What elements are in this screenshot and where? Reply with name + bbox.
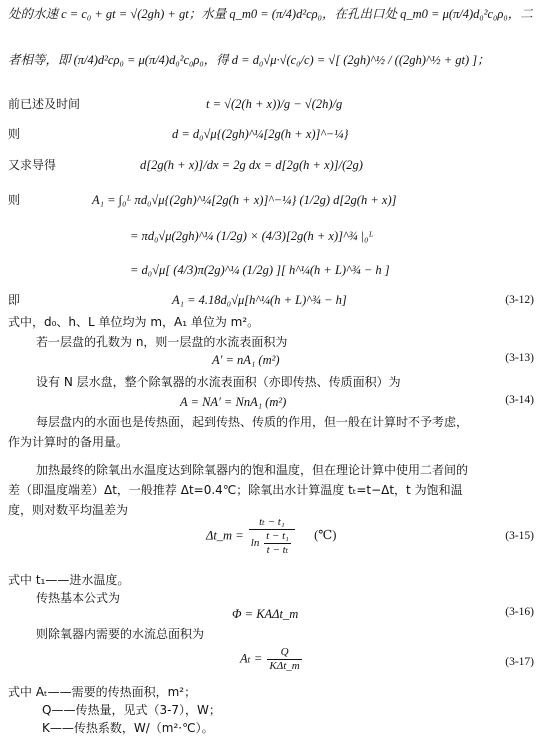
equation-3-16: Φ = KAΔt_m (232, 607, 299, 621)
text-single-tray: 若一层盘的孔数为 n，则一层盘的水流表面积为 (36, 335, 288, 349)
lmtd-lhs: Δt_m = (206, 528, 244, 543)
equation-number-3-13: (3-13) (505, 352, 534, 364)
equation-3-15 (206, 516, 336, 557)
text-paragraph-2a: 加热最终的除氧出水温度达到除氧器内的饱和温度，但在理论计算中使用二者间的 (36, 463, 469, 477)
text-paragraph-2c: 度，则对数平均温差为 (8, 503, 129, 517)
lmtd-fraction (249, 516, 295, 557)
area-fraction (267, 646, 301, 673)
equation-d: d = d₀√μ{(2gh)^¼[2g(h + x)]^−¼} (172, 127, 349, 141)
lmtd-inner-fraction (264, 530, 291, 557)
area-denominator: KΔt_m (269, 660, 300, 672)
text-q-definition: Q——传热量，见式（3-7），W； (42, 703, 221, 717)
lmtd-ln: ln (250, 537, 260, 550)
text-units-note: 式中，d₀、h、L 单位均为 m，A₁ 单位为 m²。 (8, 315, 260, 329)
text-line-equality: 者相等，即 (π/4)d²cρ₀ = μ(π/4)d₀²c₀ρ₀，得 d = d₀√μ·√(c₀/c) = √[ (2gh)^½ / ((2gh)^½ + gt) ]； (8, 53, 490, 67)
text-paragraph-2b: 差（即温度端差）Δt，一般推荐 Δt=0.4℃；除氧出水计算温度 tₜ=t−Δt，t 为饱和温 (8, 483, 463, 497)
equation-number-3-16: (3-16) (505, 606, 534, 618)
lmtd-unit: (℃) (314, 528, 337, 543)
equation-time: t = √(2(h + x))/g − √(2h)/g (206, 97, 343, 111)
label-namely: 即 (8, 293, 21, 307)
equation-3-12: A₁ = 4.18d₀√μ[h^¼(h + L)^¾ − h] (172, 293, 347, 307)
text-total-area-intro: 则除氧器内需要的水流总面积为 (36, 627, 205, 641)
text-t1-definition: 式中 t₁——进水温度。 (8, 573, 130, 587)
lmtd-denominator (249, 530, 295, 557)
text-k-definition: K——传热系数，W/（m²·℃）。 (42, 721, 214, 735)
text-paragraph-1b: 作为计算时的备用量。 (8, 435, 129, 449)
equation-integral: A₁ = ∫₀ᴸ πd₀√μ{(2gh)^¼[2g(h + x)]^−¼} (1/2g) d[2g(h + x)] (92, 193, 397, 207)
label-time: 前已述及时间 (8, 97, 81, 111)
label-then-2: 则 (8, 193, 21, 207)
equation-number-3-12: (3-12) (505, 294, 534, 306)
equation-number-3-15: (3-15) (505, 530, 534, 542)
text-at-definition: 式中 Aₜ——需要的传热面积，m²； (8, 685, 197, 699)
equation-integral-step2: = πd₀√μ(2gh)^¼ (1/2g) × (4/3)[2g(h + x)]^¾ |₀ᴸ (130, 229, 374, 243)
equation-derivative: d[2g(h + x)]/dx = 2g dx = d[2g(h + x)]/(2g) (140, 158, 363, 172)
label-derivative: 又求导得 (8, 158, 57, 172)
area-numerator: Q (267, 646, 301, 660)
text-n-trays: 设有 N 层水盘，整个除氧器的水流表面积（亦即传热、传质面积）为 (36, 375, 401, 389)
area-lhs: Aₜ = (240, 651, 263, 666)
equation-integral-step3: = d₀√μ[ (4/3)π(2g)^¼ (1/2g) ][ h^¼(h + L)^¾ − h ] (130, 263, 390, 277)
text-paragraph-1a: 每层盘内的水面也是传热面，起到传热、传质的作用，但一般在计算时不予考虑， (36, 415, 469, 429)
lmtd-inner-denominator: t − tₜ (266, 544, 289, 556)
equation-3-17 (240, 646, 304, 673)
lmtd-numerator: tₜ − t₁ (249, 516, 295, 530)
equation-3-13: A′ = nA₁ (m²) (212, 353, 280, 367)
text-heat-formula-intro: 传热基本公式为 (36, 591, 121, 605)
equation-number-3-14: (3-14) (505, 394, 534, 406)
lmtd-inner-numerator: t − t₁ (266, 530, 289, 542)
equation-3-14: A = NA′ = NnA₁ (m²) (180, 395, 287, 409)
equation-number-3-17: (3-17) (505, 656, 534, 668)
label-then-1: 则 (8, 127, 21, 141)
text-line-water-velocity: 处的水速 c = c₀ + gt = √(2gh) + gt；水量 q_m0 = (π/4)d²cρ₀，在孔出口处 q_m0 = μ(π/4)d₀²c₀ρ₀，二 (8, 7, 533, 21)
